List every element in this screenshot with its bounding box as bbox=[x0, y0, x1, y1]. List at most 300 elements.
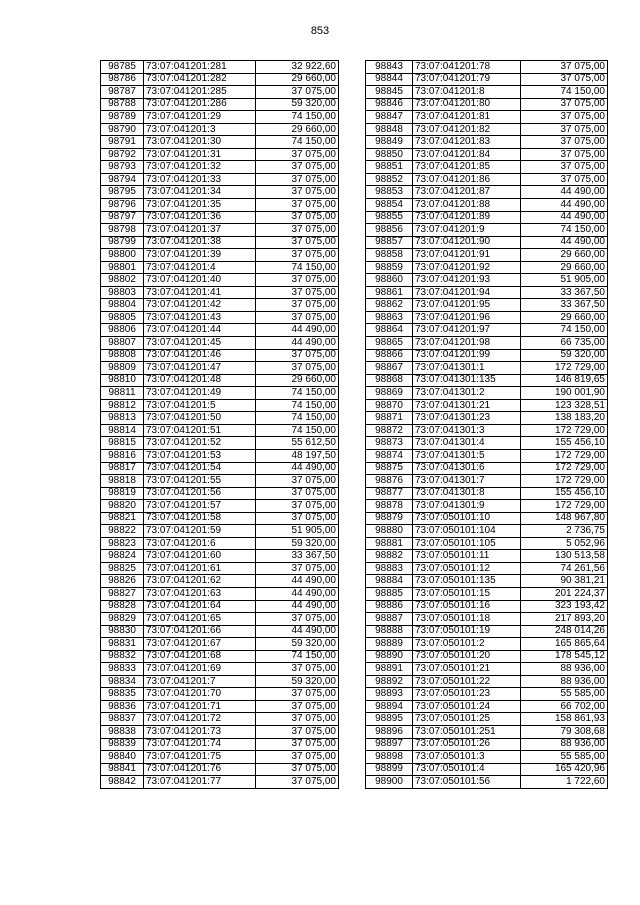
table-row bbox=[101, 73, 339, 86]
table-row bbox=[101, 738, 339, 751]
table-row bbox=[101, 337, 339, 350]
cadastral-number: 73:07:041201:55 bbox=[144, 475, 256, 488]
cadastral-number: 73:07:050101:11 bbox=[413, 550, 521, 563]
row-number: 98896 bbox=[366, 725, 413, 738]
cadastral-number: 73:07:050101:15 bbox=[413, 587, 521, 600]
row-number: 98798 bbox=[101, 224, 144, 237]
row-number: 98801 bbox=[101, 261, 144, 274]
table-row bbox=[366, 713, 608, 726]
cadastral-number: 73:07:041201:7 bbox=[144, 675, 256, 688]
cadastral-number: 73:07:050101:135 bbox=[413, 575, 521, 588]
cadastral-number: 73:07:041201:45 bbox=[144, 337, 256, 350]
cadastral-value: 37 075,00 bbox=[256, 173, 339, 186]
cadastral-value: 37 075,00 bbox=[256, 613, 339, 626]
row-number: 98839 bbox=[101, 738, 144, 751]
cadastral-number: 73:07:050101:26 bbox=[413, 738, 521, 751]
table-row bbox=[366, 512, 608, 525]
row-number: 98815 bbox=[101, 437, 144, 450]
row-number: 98868 bbox=[366, 374, 413, 387]
table-row bbox=[366, 625, 608, 638]
table-row bbox=[366, 148, 608, 161]
cadastral-number: 73:07:041301:8 bbox=[413, 487, 521, 500]
cadastral-number: 73:07:041201:44 bbox=[144, 324, 256, 337]
cadastral-value: 37 075,00 bbox=[256, 700, 339, 713]
row-number: 98806 bbox=[101, 324, 144, 337]
table-row bbox=[366, 249, 608, 262]
cadastral-value: 74 150,00 bbox=[256, 399, 339, 412]
table-row bbox=[101, 61, 339, 74]
row-number: 98836 bbox=[101, 700, 144, 713]
cadastral-number: 73:07:041201:61 bbox=[144, 562, 256, 575]
cadastral-number: 73:07:050101:10 bbox=[413, 512, 521, 525]
cadastral-number: 73:07:041201:34 bbox=[144, 186, 256, 199]
row-number: 98892 bbox=[366, 675, 413, 688]
row-number: 98843 bbox=[366, 61, 413, 74]
row-number: 98867 bbox=[366, 362, 413, 375]
table-row bbox=[101, 725, 339, 738]
table-row bbox=[101, 663, 339, 676]
cadastral-value: 37 075,00 bbox=[256, 148, 339, 161]
table-row bbox=[101, 349, 339, 362]
table-row bbox=[101, 399, 339, 412]
row-number: 98832 bbox=[101, 650, 144, 663]
row-number: 98881 bbox=[366, 537, 413, 550]
row-number: 98871 bbox=[366, 412, 413, 425]
row-number: 98880 bbox=[366, 525, 413, 538]
row-number: 98841 bbox=[101, 763, 144, 776]
row-number: 98886 bbox=[366, 600, 413, 613]
cadastral-number: 73:07:041301:3 bbox=[413, 424, 521, 437]
cadastral-number: 73:07:041201:70 bbox=[144, 688, 256, 701]
table-row bbox=[101, 650, 339, 663]
table-row bbox=[101, 700, 339, 713]
cadastral-value: 44 490,00 bbox=[256, 462, 339, 475]
cadastral-value: 59 320,00 bbox=[256, 675, 339, 688]
cadastral-value: 74 150,00 bbox=[521, 324, 608, 337]
row-number: 98834 bbox=[101, 675, 144, 688]
table-row bbox=[101, 286, 339, 299]
table-row bbox=[101, 98, 339, 111]
cadastral-value: 323 193,42 bbox=[521, 600, 608, 613]
cadastral-number: 73:07:050101:20 bbox=[413, 650, 521, 663]
cadastral-number: 73:07:041201:57 bbox=[144, 500, 256, 513]
cadastral-number: 73:07:050101:19 bbox=[413, 625, 521, 638]
table-row bbox=[101, 311, 339, 324]
row-number: 98831 bbox=[101, 638, 144, 651]
row-number: 98876 bbox=[366, 475, 413, 488]
row-number: 98878 bbox=[366, 500, 413, 513]
cadastral-value: 172 729,00 bbox=[521, 475, 608, 488]
cadastral-value: 44 490,00 bbox=[521, 199, 608, 212]
table-row bbox=[366, 738, 608, 751]
cadastral-number: 73:07:041201:87 bbox=[413, 186, 521, 199]
cadastral-number: 73:07:050101:4 bbox=[413, 763, 521, 776]
cadastral-value: 37 075,00 bbox=[256, 763, 339, 776]
row-number: 98833 bbox=[101, 663, 144, 676]
cadastral-value: 146 819,65 bbox=[521, 374, 608, 387]
table-row bbox=[366, 537, 608, 550]
table-row bbox=[101, 123, 339, 136]
cadastral-value: 37 075,00 bbox=[256, 299, 339, 312]
table-row bbox=[366, 261, 608, 274]
table-row bbox=[366, 374, 608, 387]
cadastral-number: 73:07:041201:35 bbox=[144, 199, 256, 212]
row-number: 98827 bbox=[101, 587, 144, 600]
cadastral-number: 73:07:041201:81 bbox=[413, 111, 521, 124]
row-number: 98850 bbox=[366, 148, 413, 161]
cadastral-value: 37 075,00 bbox=[256, 211, 339, 224]
table-row bbox=[366, 274, 608, 287]
table-row bbox=[366, 725, 608, 738]
table-row bbox=[101, 713, 339, 726]
cadastral-number: 73:07:041201:40 bbox=[144, 274, 256, 287]
cadastral-number: 73:07:041201:93 bbox=[413, 274, 521, 287]
cadastral-value: 88 936,00 bbox=[521, 675, 608, 688]
table-row bbox=[366, 500, 608, 513]
cadastral-number: 73:07:041201:39 bbox=[144, 249, 256, 262]
row-number: 98796 bbox=[101, 199, 144, 212]
cadastral-number: 73:07:041201:9 bbox=[413, 224, 521, 237]
cadastral-value: 44 490,00 bbox=[521, 211, 608, 224]
row-number: 98846 bbox=[366, 98, 413, 111]
row-number: 98854 bbox=[366, 199, 413, 212]
table-row bbox=[101, 638, 339, 651]
row-number: 98856 bbox=[366, 224, 413, 237]
cadastral-value: 55 585,00 bbox=[521, 688, 608, 701]
row-number: 98835 bbox=[101, 688, 144, 701]
cadastral-value: 37 075,00 bbox=[256, 186, 339, 199]
row-number: 98812 bbox=[101, 399, 144, 412]
table-row bbox=[366, 475, 608, 488]
cadastral-value: 2 736,75 bbox=[521, 525, 608, 538]
cadastral-value: 1 722,60 bbox=[521, 776, 608, 789]
cadastral-value: 29 660,00 bbox=[521, 311, 608, 324]
cadastral-table-left bbox=[100, 60, 339, 789]
row-number: 98785 bbox=[101, 61, 144, 74]
cadastral-number: 73:07:041201:58 bbox=[144, 512, 256, 525]
cadastral-value: 44 490,00 bbox=[256, 625, 339, 638]
cadastral-value: 37 075,00 bbox=[256, 688, 339, 701]
table-row bbox=[101, 274, 339, 287]
row-number: 98873 bbox=[366, 437, 413, 450]
row-number: 98864 bbox=[366, 324, 413, 337]
table-row bbox=[366, 650, 608, 663]
table-row bbox=[366, 587, 608, 600]
cadastral-number: 73:07:041201:33 bbox=[144, 173, 256, 186]
cadastral-number: 73:07:041201:5 bbox=[144, 399, 256, 412]
cadastral-value: 172 729,00 bbox=[521, 500, 608, 513]
table-row bbox=[366, 199, 608, 212]
row-number: 98808 bbox=[101, 349, 144, 362]
table-row bbox=[366, 525, 608, 538]
table-row bbox=[366, 688, 608, 701]
cadastral-number: 73:07:041201:90 bbox=[413, 236, 521, 249]
row-number: 98848 bbox=[366, 123, 413, 136]
cadastral-number: 73:07:041201:91 bbox=[413, 249, 521, 262]
table-row bbox=[101, 261, 339, 274]
table-row bbox=[101, 249, 339, 262]
cadastral-number: 73:07:041201:42 bbox=[144, 299, 256, 312]
cadastral-value: 37 075,00 bbox=[521, 111, 608, 124]
cadastral-value: 79 308,68 bbox=[521, 725, 608, 738]
cadastral-number: 73:07:050101:56 bbox=[413, 776, 521, 789]
cadastral-number: 73:07:041201:51 bbox=[144, 424, 256, 437]
row-number: 98882 bbox=[366, 550, 413, 563]
cadastral-value: 178 545,12 bbox=[521, 650, 608, 663]
row-number: 98788 bbox=[101, 98, 144, 111]
table-row bbox=[366, 437, 608, 450]
cadastral-value: 32 922,60 bbox=[256, 61, 339, 74]
table-row bbox=[101, 475, 339, 488]
table-row bbox=[101, 600, 339, 613]
cadastral-number: 73:07:041201:86 bbox=[413, 173, 521, 186]
cadastral-number: 73:07:041201:4 bbox=[144, 261, 256, 274]
cadastral-number: 73:07:050101:24 bbox=[413, 700, 521, 713]
cadastral-number: 73:07:041201:30 bbox=[144, 136, 256, 149]
cadastral-value: 155 456,10 bbox=[521, 437, 608, 450]
cadastral-value: 165 865,64 bbox=[521, 638, 608, 651]
row-number: 98862 bbox=[366, 299, 413, 312]
cadastral-value: 74 150,00 bbox=[521, 224, 608, 237]
cadastral-value: 123 328,51 bbox=[521, 399, 608, 412]
cadastral-value: 190 001,90 bbox=[521, 387, 608, 400]
cadastral-value: 88 936,00 bbox=[521, 738, 608, 751]
row-number: 98797 bbox=[101, 211, 144, 224]
row-number: 98849 bbox=[366, 136, 413, 149]
cadastral-value: 172 729,00 bbox=[521, 424, 608, 437]
cadastral-value: 44 490,00 bbox=[256, 600, 339, 613]
row-number: 98855 bbox=[366, 211, 413, 224]
table-row bbox=[366, 449, 608, 462]
cadastral-number: 73:07:041301:9 bbox=[413, 500, 521, 513]
row-number: 98857 bbox=[366, 236, 413, 249]
table-row bbox=[101, 487, 339, 500]
cadastral-number: 73:07:041301:21 bbox=[413, 399, 521, 412]
table-row bbox=[366, 173, 608, 186]
table-row bbox=[366, 98, 608, 111]
cadastral-value: 37 075,00 bbox=[521, 148, 608, 161]
row-number: 98807 bbox=[101, 337, 144, 350]
row-number: 98787 bbox=[101, 86, 144, 99]
row-number: 98786 bbox=[101, 73, 144, 86]
cadastral-number: 73:07:041201:56 bbox=[144, 487, 256, 500]
row-number: 98802 bbox=[101, 274, 144, 287]
cadastral-value: 55 612,50 bbox=[256, 437, 339, 450]
table-row bbox=[101, 324, 339, 337]
row-number: 98889 bbox=[366, 638, 413, 651]
table-row bbox=[101, 537, 339, 550]
table-row bbox=[366, 487, 608, 500]
row-number: 98838 bbox=[101, 725, 144, 738]
cadastral-value: 37 075,00 bbox=[256, 286, 339, 299]
table-row bbox=[366, 399, 608, 412]
cadastral-value: 51 905,00 bbox=[521, 274, 608, 287]
table-row bbox=[366, 412, 608, 425]
table-row bbox=[366, 424, 608, 437]
table-row bbox=[366, 562, 608, 575]
cadastral-value: 130 513,58 bbox=[521, 550, 608, 563]
table-row bbox=[101, 613, 339, 626]
cadastral-value: 29 660,00 bbox=[521, 261, 608, 274]
cadastral-value: 37 075,00 bbox=[256, 713, 339, 726]
table-row bbox=[366, 763, 608, 776]
table-row bbox=[101, 763, 339, 776]
cadastral-number: 73:07:041201:96 bbox=[413, 311, 521, 324]
row-number: 98865 bbox=[366, 337, 413, 350]
cadastral-number: 73:07:041201:75 bbox=[144, 751, 256, 764]
row-number: 98884 bbox=[366, 575, 413, 588]
cadastral-number: 73:07:041201:82 bbox=[413, 123, 521, 136]
cadastral-value: 172 729,00 bbox=[521, 449, 608, 462]
row-number: 98900 bbox=[366, 776, 413, 789]
row-number: 98897 bbox=[366, 738, 413, 751]
cadastral-number: 73:07:041201:65 bbox=[144, 613, 256, 626]
table-row bbox=[366, 663, 608, 676]
row-number: 98816 bbox=[101, 449, 144, 462]
cadastral-value: 37 075,00 bbox=[256, 475, 339, 488]
cadastral-number: 73:07:041201:32 bbox=[144, 161, 256, 174]
cadastral-number: 73:07:041201:83 bbox=[413, 136, 521, 149]
cadastral-value: 55 585,00 bbox=[521, 751, 608, 764]
table-row bbox=[101, 211, 339, 224]
cadastral-value: 37 075,00 bbox=[521, 73, 608, 86]
cadastral-number: 73:07:041201:38 bbox=[144, 236, 256, 249]
row-number: 98860 bbox=[366, 274, 413, 287]
cadastral-value: 90 381,21 bbox=[521, 575, 608, 588]
table-row bbox=[101, 688, 339, 701]
row-number: 98793 bbox=[101, 161, 144, 174]
cadastral-value: 201 224,37 bbox=[521, 587, 608, 600]
table-row bbox=[366, 136, 608, 149]
row-number: 98894 bbox=[366, 700, 413, 713]
row-number: 98789 bbox=[101, 111, 144, 124]
cadastral-value: 37 075,00 bbox=[521, 173, 608, 186]
table-row bbox=[366, 73, 608, 86]
cadastral-number: 73:07:041201:43 bbox=[144, 311, 256, 324]
cadastral-number: 73:07:041201:281 bbox=[144, 61, 256, 74]
cadastral-value: 37 075,00 bbox=[256, 663, 339, 676]
cadastral-number: 73:07:041201:84 bbox=[413, 148, 521, 161]
table-row bbox=[101, 224, 339, 237]
row-number: 98874 bbox=[366, 449, 413, 462]
row-number: 98840 bbox=[101, 751, 144, 764]
cadastral-number: 73:07:050101:25 bbox=[413, 713, 521, 726]
row-number: 98790 bbox=[101, 123, 144, 136]
cadastral-number: 73:07:041201:80 bbox=[413, 98, 521, 111]
row-number: 98830 bbox=[101, 625, 144, 638]
row-number: 98863 bbox=[366, 311, 413, 324]
cadastral-number: 73:07:041201:46 bbox=[144, 349, 256, 362]
table-row bbox=[101, 500, 339, 513]
row-number: 98887 bbox=[366, 613, 413, 626]
cadastral-number: 73:07:041201:29 bbox=[144, 111, 256, 124]
cadastral-number: 73:07:041201:52 bbox=[144, 437, 256, 450]
row-number: 98861 bbox=[366, 286, 413, 299]
cadastral-value: 217 893,20 bbox=[521, 613, 608, 626]
table-row bbox=[101, 173, 339, 186]
row-number: 98875 bbox=[366, 462, 413, 475]
cadastral-value: 29 660,00 bbox=[256, 374, 339, 387]
row-number: 98805 bbox=[101, 311, 144, 324]
cadastral-value: 37 075,00 bbox=[256, 161, 339, 174]
cadastral-value: 74 261,56 bbox=[521, 562, 608, 575]
table-row bbox=[366, 613, 608, 626]
cadastral-value: 44 490,00 bbox=[256, 324, 339, 337]
cadastral-number: 73:07:041201:69 bbox=[144, 663, 256, 676]
table-row bbox=[101, 148, 339, 161]
cadastral-number: 73:07:041201:6 bbox=[144, 537, 256, 550]
cadastral-number: 73:07:041201:62 bbox=[144, 575, 256, 588]
cadastral-number: 73:07:050101:104 bbox=[413, 525, 521, 538]
row-number: 98870 bbox=[366, 399, 413, 412]
cadastral-value: 138 183,20 bbox=[521, 412, 608, 425]
cadastral-value: 33 367,50 bbox=[521, 299, 608, 312]
cadastral-number: 73:07:041301:23 bbox=[413, 412, 521, 425]
table-row bbox=[366, 337, 608, 350]
row-number: 98851 bbox=[366, 161, 413, 174]
table-row bbox=[101, 751, 339, 764]
cadastral-number: 73:07:041201:49 bbox=[144, 387, 256, 400]
row-number: 98890 bbox=[366, 650, 413, 663]
table-row bbox=[366, 286, 608, 299]
row-number: 98895 bbox=[366, 713, 413, 726]
cadastral-number: 73:07:050101:105 bbox=[413, 537, 521, 550]
cadastral-number: 73:07:041201:285 bbox=[144, 86, 256, 99]
cadastral-number: 73:07:041201:67 bbox=[144, 638, 256, 651]
table-row bbox=[366, 161, 608, 174]
cadastral-value: 37 075,00 bbox=[256, 86, 339, 99]
cadastral-value: 172 729,00 bbox=[521, 462, 608, 475]
cadastral-number: 73:07:041201:60 bbox=[144, 550, 256, 563]
table-row bbox=[366, 111, 608, 124]
cadastral-number: 73:07:050101:251 bbox=[413, 725, 521, 738]
table-row bbox=[101, 512, 339, 525]
cadastral-value: 37 075,00 bbox=[256, 500, 339, 513]
row-number: 98794 bbox=[101, 173, 144, 186]
cadastral-number: 73:07:041201:41 bbox=[144, 286, 256, 299]
cadastral-number: 73:07:050101:23 bbox=[413, 688, 521, 701]
cadastral-value: 44 490,00 bbox=[256, 337, 339, 350]
cadastral-number: 73:07:050101:16 bbox=[413, 600, 521, 613]
cadastral-value: 37 075,00 bbox=[256, 512, 339, 525]
cadastral-number: 73:07:041201:53 bbox=[144, 449, 256, 462]
row-number: 98821 bbox=[101, 512, 144, 525]
cadastral-number: 73:07:041301:135 bbox=[413, 374, 521, 387]
cadastral-value: 37 075,00 bbox=[256, 199, 339, 212]
row-number: 98823 bbox=[101, 537, 144, 550]
cadastral-value: 37 075,00 bbox=[256, 274, 339, 287]
cadastral-value: 37 075,00 bbox=[256, 751, 339, 764]
cadastral-number: 73:07:041201:286 bbox=[144, 98, 256, 111]
table-row bbox=[366, 311, 608, 324]
cadastral-value: 44 490,00 bbox=[256, 575, 339, 588]
row-number: 98803 bbox=[101, 286, 144, 299]
cadastral-value: 88 936,00 bbox=[521, 663, 608, 676]
row-number: 98825 bbox=[101, 562, 144, 575]
cadastral-value: 37 075,00 bbox=[256, 349, 339, 362]
table-row bbox=[101, 625, 339, 638]
table-row bbox=[366, 462, 608, 475]
row-number: 98877 bbox=[366, 487, 413, 500]
cadastral-value: 37 075,00 bbox=[256, 249, 339, 262]
table-row bbox=[101, 575, 339, 588]
cadastral-number: 73:07:041301:6 bbox=[413, 462, 521, 475]
cadastral-value: 74 150,00 bbox=[256, 387, 339, 400]
row-number: 98844 bbox=[366, 73, 413, 86]
table-row bbox=[366, 86, 608, 99]
table-row bbox=[366, 776, 608, 789]
table-row bbox=[101, 412, 339, 425]
